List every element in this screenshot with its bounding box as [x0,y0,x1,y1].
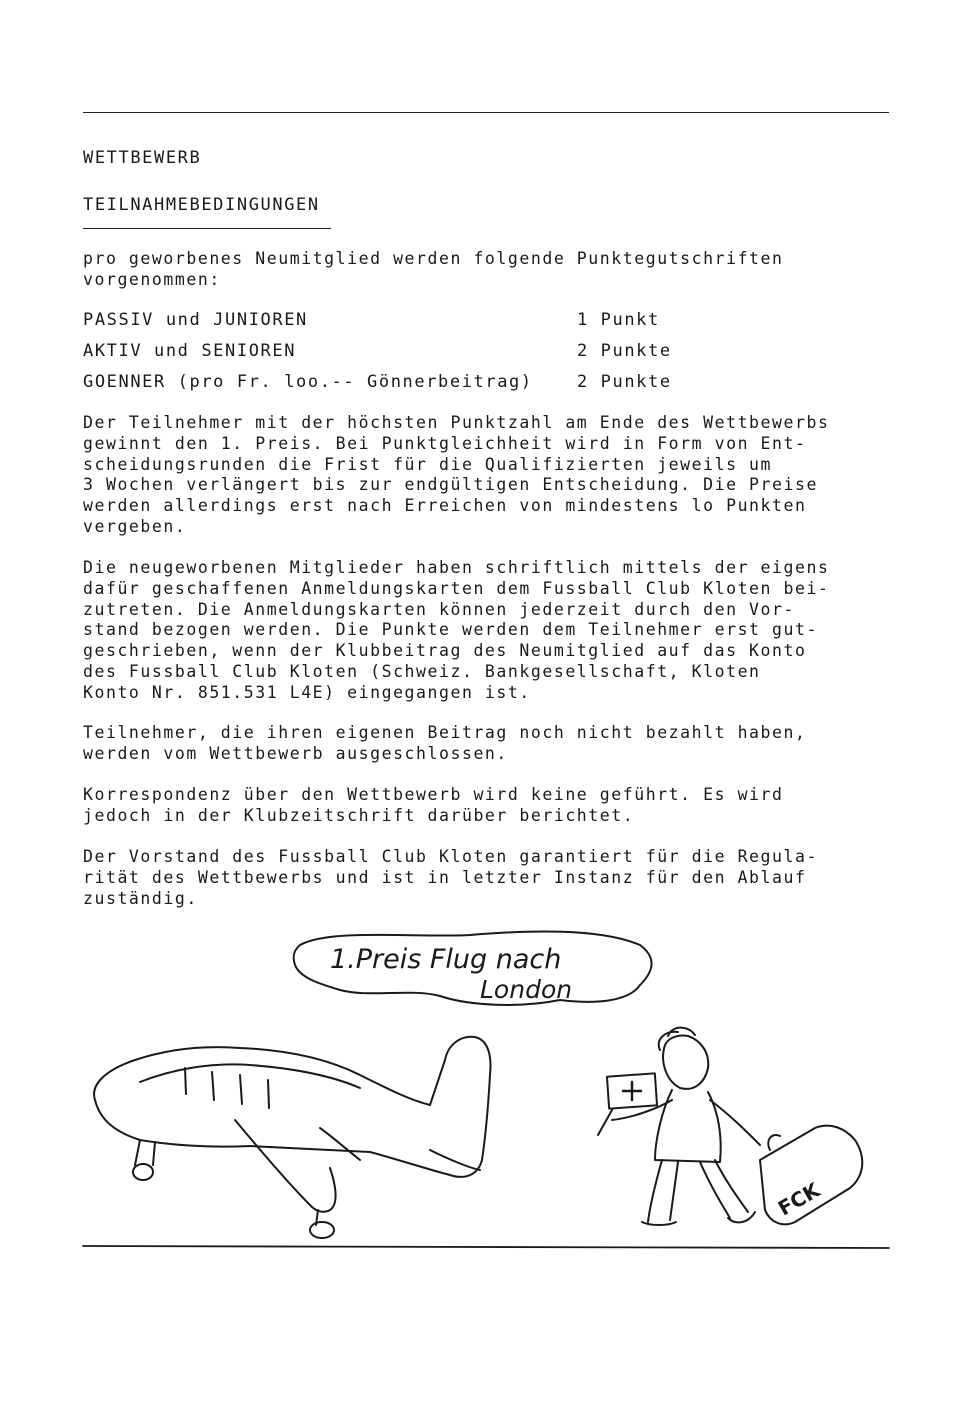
text-line: zutreten. Die Anmeldungskarten können jederzeit durch den Vor- [83,599,795,619]
bubble-text-line2: London [480,975,573,1004]
bag-icon [760,1126,862,1225]
text-line: vergeben. [83,516,187,536]
paragraph-correspondence [83,785,883,827]
text-line: pro geworbenes Neumitglied werden folgende Punktegutschriften [83,249,784,268]
text-line: werden allerdings erst nach Erreichen von mindestens lo Punkten [83,496,807,516]
person-figure [663,1035,708,1088]
bag-label: FCK [773,1177,824,1221]
paragraph-membership [83,558,883,704]
text-line: gewinnt den 1. Preis. Bei Punktgleichheit wird in Form von Ent- [83,433,807,453]
section-title: TEILNAHMEBEDINGUNGEN [83,195,320,215]
ground-line [83,1246,889,1248]
text-line: 3 Wochen verlängert bis zur endgültigen Entscheidung. Die Preise [83,475,818,495]
bubble-text-line1: 1.Preis Flug nach [330,944,562,975]
text-line: des Fussball Club Kloten (Schweiz. Bankgesellschaft, Kloten [83,661,761,681]
points-category: AKTIV und SENIOREN [83,341,297,361]
section-title-underline [83,228,331,229]
top-rule [83,112,889,113]
points-row-aktiv [83,341,883,363]
text-line: dafür geschaffenen Anmeldungskarten dem Fussball Club Kloten bei- [83,578,830,598]
text-line: Der Vorstand des Fussball Club Kloten garantiert für die Regula- [83,847,818,866]
text-line: Konto Nr. 851.531 L4E) eingegangen ist. [83,682,531,702]
points-value: 2 Punkte [577,341,672,361]
text-line: stand bezogen werden. Die Punkte werden dem Teilnehmer erst gut- [83,620,818,640]
text-line: rität des Wettbewerbs und ist in letzter Instanz für den Ablauf [83,867,807,887]
text-line: vorgenommen: [83,269,221,289]
points-row-goenner [83,372,883,394]
page-title: WETTBEWERB [83,148,202,168]
text-line: Der Teilnehmer mit der höchsten Punktzahl am Ende des Wettbewerbs [83,413,830,432]
points-row-passiv [83,310,883,332]
text-line: Die neugeworbenen Mitglieder haben schriftlich mittels der eigens [83,558,830,577]
points-category: GOENNER (pro Fr. loo.-- Gönnerbeitrag) [83,372,533,392]
illustration [0,900,960,1260]
intro-paragraph [83,249,883,291]
text-line: werden vom Wettbewerb ausgeschlossen. [83,743,508,763]
points-value: 2 Punkte [577,372,672,392]
paragraph-winner [83,413,883,538]
text-line: jedoch in der Klubzeitschrift darüber berichtet. [83,805,635,825]
text-line: geschrieben, wenn der Klubbeitrag des Neumitglied auf das Konto [83,641,807,661]
points-category: PASSIV und JUNIOREN [83,310,308,330]
text-line: scheidungsrunden die Frist für die Qualifizierten jeweils um [83,454,773,474]
text-line: Korrespondenz über den Wettbewerb wird keine geführt. Es wird [83,785,784,804]
points-value: 1 Punkt [577,310,660,330]
paragraph-exclusion [83,723,883,765]
text-line: zuständig. [83,888,198,908]
text-line: Teilnehmer, die ihren eigenen Beitrag noch nicht bezahlt haben, [83,723,807,742]
